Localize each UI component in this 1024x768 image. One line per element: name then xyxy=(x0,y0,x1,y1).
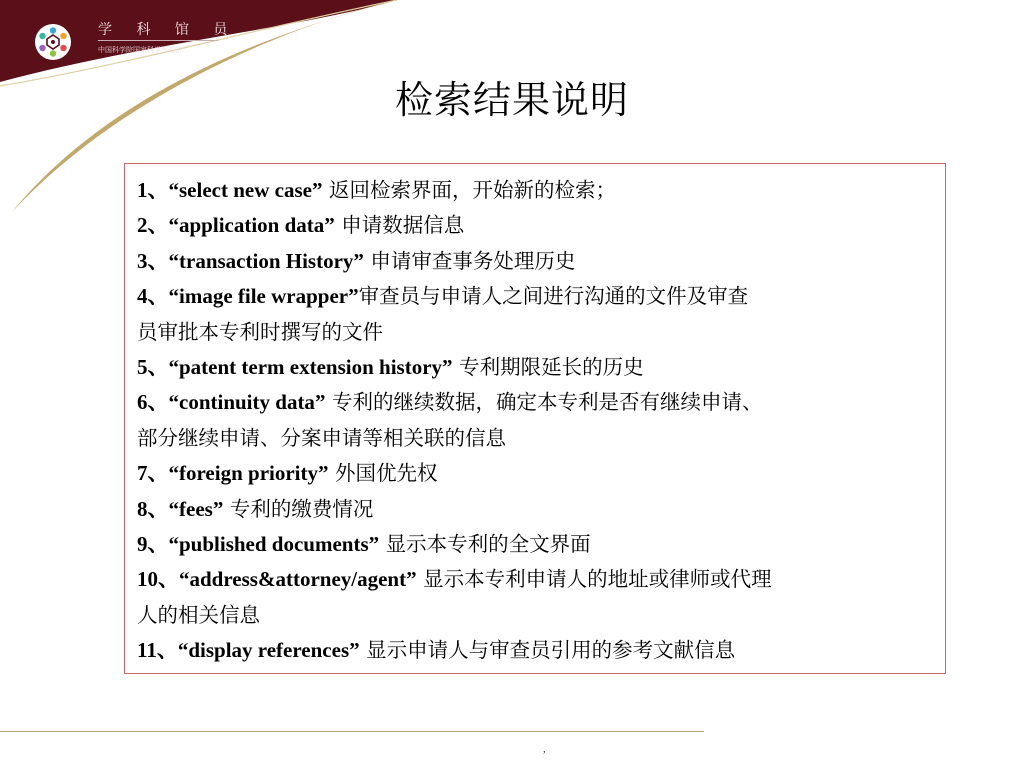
item-term: image file wrapper xyxy=(179,284,349,309)
item-number: 5、 xyxy=(137,355,169,380)
item-term: foreign priority xyxy=(179,461,319,486)
list-item xyxy=(137,562,931,633)
close-quote: ” xyxy=(442,355,453,380)
item-description: 显示申请人与审查员引用的参考文献信息 xyxy=(359,638,736,663)
footer-divider xyxy=(0,731,704,732)
list-item xyxy=(137,633,931,668)
list-item xyxy=(137,385,931,456)
open-quote: “ xyxy=(168,213,179,238)
open-quote: “ xyxy=(168,532,179,557)
item-number: 7、 xyxy=(137,461,169,486)
close-quote: ” xyxy=(406,567,417,592)
item-description-continued: 员审批本专利时撰写的文件 xyxy=(137,319,383,344)
item-description: 申请审查事务处理历史 xyxy=(363,248,576,273)
item-number: 9、 xyxy=(137,532,169,557)
open-quote: “ xyxy=(168,178,179,202)
open-quote: “ xyxy=(168,355,179,380)
close-quote: ” xyxy=(324,213,335,238)
item-number: 10、 xyxy=(137,567,179,592)
item-number: 11、 xyxy=(137,638,178,663)
item-term: fees xyxy=(179,496,213,521)
list-item xyxy=(137,244,931,279)
item-number: 1、 xyxy=(137,178,169,202)
list-item xyxy=(137,173,931,208)
close-quote: ” xyxy=(311,178,323,202)
item-description: 显示本专利的全文界面 xyxy=(379,532,591,557)
close-quote: ” xyxy=(348,284,359,309)
brand xyxy=(34,18,238,66)
list-item xyxy=(137,527,931,562)
item-description: 专利期限延长的历史 xyxy=(452,355,644,380)
item-description: 申请数据信息 xyxy=(334,213,465,238)
close-quote: ” xyxy=(212,496,224,521)
open-quote: “ xyxy=(168,390,179,415)
item-description: 显示本专利申请人的地址或律师或代理 xyxy=(416,567,772,592)
open-quote: “ xyxy=(168,284,179,309)
open-quote: “ xyxy=(177,638,189,663)
brand-organization: 中国科学院国家科学图书馆 xyxy=(98,46,182,54)
item-number: 4、 xyxy=(137,284,169,309)
item-description-continued: 人的相关信息 xyxy=(137,602,260,627)
content-box xyxy=(124,163,946,674)
item-term: address&attorney/agent xyxy=(189,567,407,592)
result-item-list xyxy=(125,164,945,669)
close-quote: ” xyxy=(349,638,360,663)
item-term: published documents xyxy=(179,532,369,557)
close-quote: ” xyxy=(314,390,326,415)
item-term: display references xyxy=(188,638,350,663)
item-term: select new case xyxy=(179,178,312,202)
item-number: 6、 xyxy=(137,390,169,415)
list-item xyxy=(137,456,931,491)
list-item xyxy=(137,350,931,385)
close-quote: ” xyxy=(368,532,380,557)
list-item xyxy=(137,492,931,527)
brand-name: 学 科 馆 员 xyxy=(98,22,238,38)
item-description: 审查员与申请人之间进行沟通的文件及审查 xyxy=(358,284,749,309)
open-quote: “ xyxy=(168,461,179,486)
page-title: 检索结果说明 xyxy=(394,78,629,122)
item-number: 8、 xyxy=(137,496,169,521)
item-description: 专利的缴费情况 xyxy=(223,496,374,521)
item-description-continued: 部分继续申请、分案申请等相关联的信息 xyxy=(137,425,506,450)
open-quote: “ xyxy=(179,567,190,592)
open-quote: “ xyxy=(168,496,179,521)
item-term: transaction History xyxy=(179,248,354,273)
open-quote: “ xyxy=(168,248,179,273)
brand-logo-icon xyxy=(34,23,72,61)
item-term: application data xyxy=(179,213,325,238)
item-number: 2、 xyxy=(137,213,169,238)
item-description: 返回检索界面，开始新的检索； xyxy=(322,178,616,202)
list-item xyxy=(137,208,931,243)
item-description: 外国优先权 xyxy=(328,461,438,486)
close-quote: ” xyxy=(353,248,364,273)
item-term: patent term extension history xyxy=(179,355,443,380)
item-number: 3、 xyxy=(137,248,169,273)
list-item xyxy=(137,279,931,350)
item-term: continuity data xyxy=(179,390,315,415)
close-quote: ” xyxy=(318,461,329,486)
brand-divider xyxy=(98,40,218,41)
footer-mark: , xyxy=(543,743,546,755)
item-description: 专利的继续数据，确定本专利是否有继续申请、 xyxy=(325,390,763,415)
